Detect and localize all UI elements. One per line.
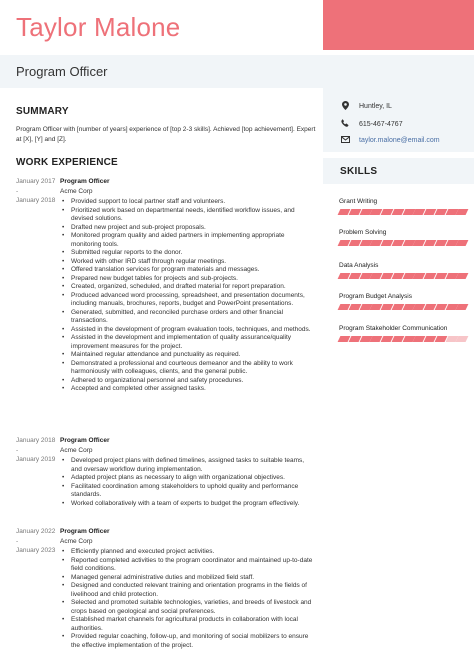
- map-pin-icon: [340, 101, 350, 112]
- job-date-end: January 2023: [16, 546, 56, 554]
- job-date-end: January 2018: [16, 196, 56, 204]
- job-dates: [16, 177, 60, 205]
- skill-level-segment: [456, 273, 469, 279]
- job-bullet: • Maintained regular attendance and punctuality as required.: [60, 351, 316, 360]
- job-bullet: • Provided regular coaching, follow-up, and monitoring of social mobilizers to ensure the effective implementation of the project.: [60, 633, 316, 650]
- job-bullet: • Developed project plans with defined timelines, assigned tasks to suitable teams, and oversaw workflow during implementation.: [60, 457, 316, 474]
- contact-phone: [340, 119, 403, 129]
- job-bullet: • Demonstrated a professional and courteous demeanor and the ability to work harmoniously with colleagues, clients, and the general public.: [60, 360, 316, 377]
- job-bullet: • Prioritized work based on departmental needs, identified workflow issues, and devised solutions.: [60, 207, 316, 224]
- phone-icon: [340, 119, 350, 129]
- job-title: Program Officer: [60, 528, 110, 535]
- skill-level-bar: [339, 336, 467, 342]
- candidate-name: Taylor Malone: [16, 12, 181, 42]
- job-title: Program Officer: [16, 64, 108, 79]
- job-content: [60, 177, 316, 394]
- skill-level-bar: [339, 304, 467, 310]
- envelope-icon: [340, 136, 350, 145]
- job-bullet: • Managed general administrative duties and mobilized field staff.: [60, 574, 316, 583]
- job-bullet: • Adhered to organizational personnel and safety procedures.: [60, 377, 316, 386]
- skill-level-segment: [456, 336, 469, 342]
- name-box: [0, 0, 323, 50]
- job-bullet: • Monitored program quality and aided partners in implementing appropriate monitoring tools.: [60, 232, 316, 249]
- skill-item: [339, 325, 467, 342]
- skills-heading: SKILLS: [340, 166, 378, 177]
- experience-heading: WORK EXPERIENCE: [16, 157, 118, 168]
- job-bullets: [60, 548, 316, 650]
- job-bullet: • Offered translation services for program materials and messages.: [60, 266, 316, 275]
- summary-text: Program Officer with [number of years] experience of [top 2-3 skills]. Achieved [top achievement]. Expert at [X], [Y] and [Z].: [16, 126, 316, 143]
- job-content: [60, 436, 316, 508]
- job-date-dash: -: [16, 187, 19, 195]
- job-date-start: January 2017: [16, 178, 56, 185]
- job-content: [60, 527, 316, 650]
- job-company: Acme Corp: [60, 538, 93, 545]
- job-bullet: • Worked collaboratively with a team of experts to budget the program effectively.: [60, 500, 316, 509]
- job-bullets: [60, 457, 316, 508]
- job-bullet: • Assisted in the development of program evaluation tools, techniques, and methods.: [60, 326, 316, 335]
- job-date-dash: -: [16, 446, 19, 454]
- job-bullets: [60, 198, 316, 394]
- job-bullet: • Established market channels for agricultural products in collaboration with local authorities.: [60, 616, 316, 633]
- job-title: Program Officer: [60, 178, 110, 185]
- job-bullet: • Selected and promoted suitable technologies, varieties, and breeds of livestock and crops based on geological and social preferences.: [60, 599, 316, 616]
- skill-item: [339, 293, 467, 310]
- skill-level-segment: [456, 304, 469, 310]
- job-date-start: January 2022: [16, 528, 56, 535]
- skill-item: [339, 262, 467, 279]
- contact-email[interactable]: [340, 136, 440, 145]
- header-accent-block: [323, 0, 474, 50]
- skill-label: Program Stakeholder Communication: [339, 325, 448, 332]
- job-date-end: January 2019: [16, 455, 56, 463]
- job-bullet: • Drafted new project and sub-project proposals.: [60, 224, 316, 233]
- job-company: Acme Corp: [60, 188, 93, 195]
- contact-location: [340, 101, 392, 112]
- job-date-dash: -: [16, 537, 19, 545]
- job-dates: [16, 527, 60, 555]
- job-bullet: • Created, organized, scheduled, and drafted material for report preparation.: [60, 283, 316, 292]
- skill-item: [339, 229, 467, 246]
- job-bullet: • Provided support to local partner staff and volunteers.: [60, 198, 316, 207]
- job-bullet: • Efficiently planned and executed project activities.: [60, 548, 316, 557]
- skill-item: [339, 198, 467, 215]
- skill-level-bar: [339, 273, 467, 279]
- job-bullet: • Facilitated coordination among stakeholders to uphold quality and performance standards.: [60, 483, 316, 500]
- job-dates: [16, 436, 60, 464]
- skill-level-segment: [456, 209, 469, 215]
- skill-label: Grant Writing: [339, 198, 378, 205]
- skill-level-bar: [339, 209, 467, 215]
- job-bullet: • Prepared new budget tables for projects and sub-projects.: [60, 275, 316, 284]
- job-bullet: • Assisted in the development and implementation of quality assurance/quality improvement measures for the project.: [60, 334, 316, 351]
- job-date-start: January 2018: [16, 437, 56, 444]
- sidebar: [323, 88, 474, 668]
- skill-label: Data Analysis: [339, 262, 379, 269]
- resume-header: [0, 0, 474, 88]
- job-bullet: • Worked with other IRD staff through regular meetings.: [60, 258, 316, 267]
- job-bullet: • Reported completed activities to the program coordinator and maintained up-to-date field conditions.: [60, 557, 316, 574]
- phone-text: 615-467-4767: [359, 120, 403, 128]
- job-bullet: • Designed and conducted relevant training and orientation programs in the fields of livelihood and child protection.: [60, 582, 316, 599]
- job-company: Acme Corp: [60, 447, 93, 454]
- skill-label: Problem Solving: [339, 229, 387, 236]
- email-link[interactable]: taylor.malone@email.com: [359, 137, 440, 144]
- summary-heading: SUMMARY: [16, 106, 69, 117]
- job-title: Program Officer: [60, 437, 110, 444]
- skill-level-bar: [339, 240, 467, 246]
- job-bullet: • Accepted and completed other assigned tasks.: [60, 385, 316, 394]
- skill-level-segment: [456, 240, 469, 246]
- location-text: Huntley, IL: [359, 103, 392, 110]
- job-bullet: • Produced advanced word processing, spreadsheet, and presentation documents, including manuals, brochures, reports, budget and PowerPoint presentations.: [60, 292, 316, 309]
- job-bullet: • Generated, submitted, and reconciled purchase orders and other financial transactions.: [60, 309, 316, 326]
- job-bullet: • Adapted project plans as necessary to align with organizational objectives.: [60, 474, 316, 483]
- job-bullet: • Submitted regular reports to the donor.: [60, 249, 316, 258]
- skill-label: Program Budget Analysis: [339, 293, 412, 300]
